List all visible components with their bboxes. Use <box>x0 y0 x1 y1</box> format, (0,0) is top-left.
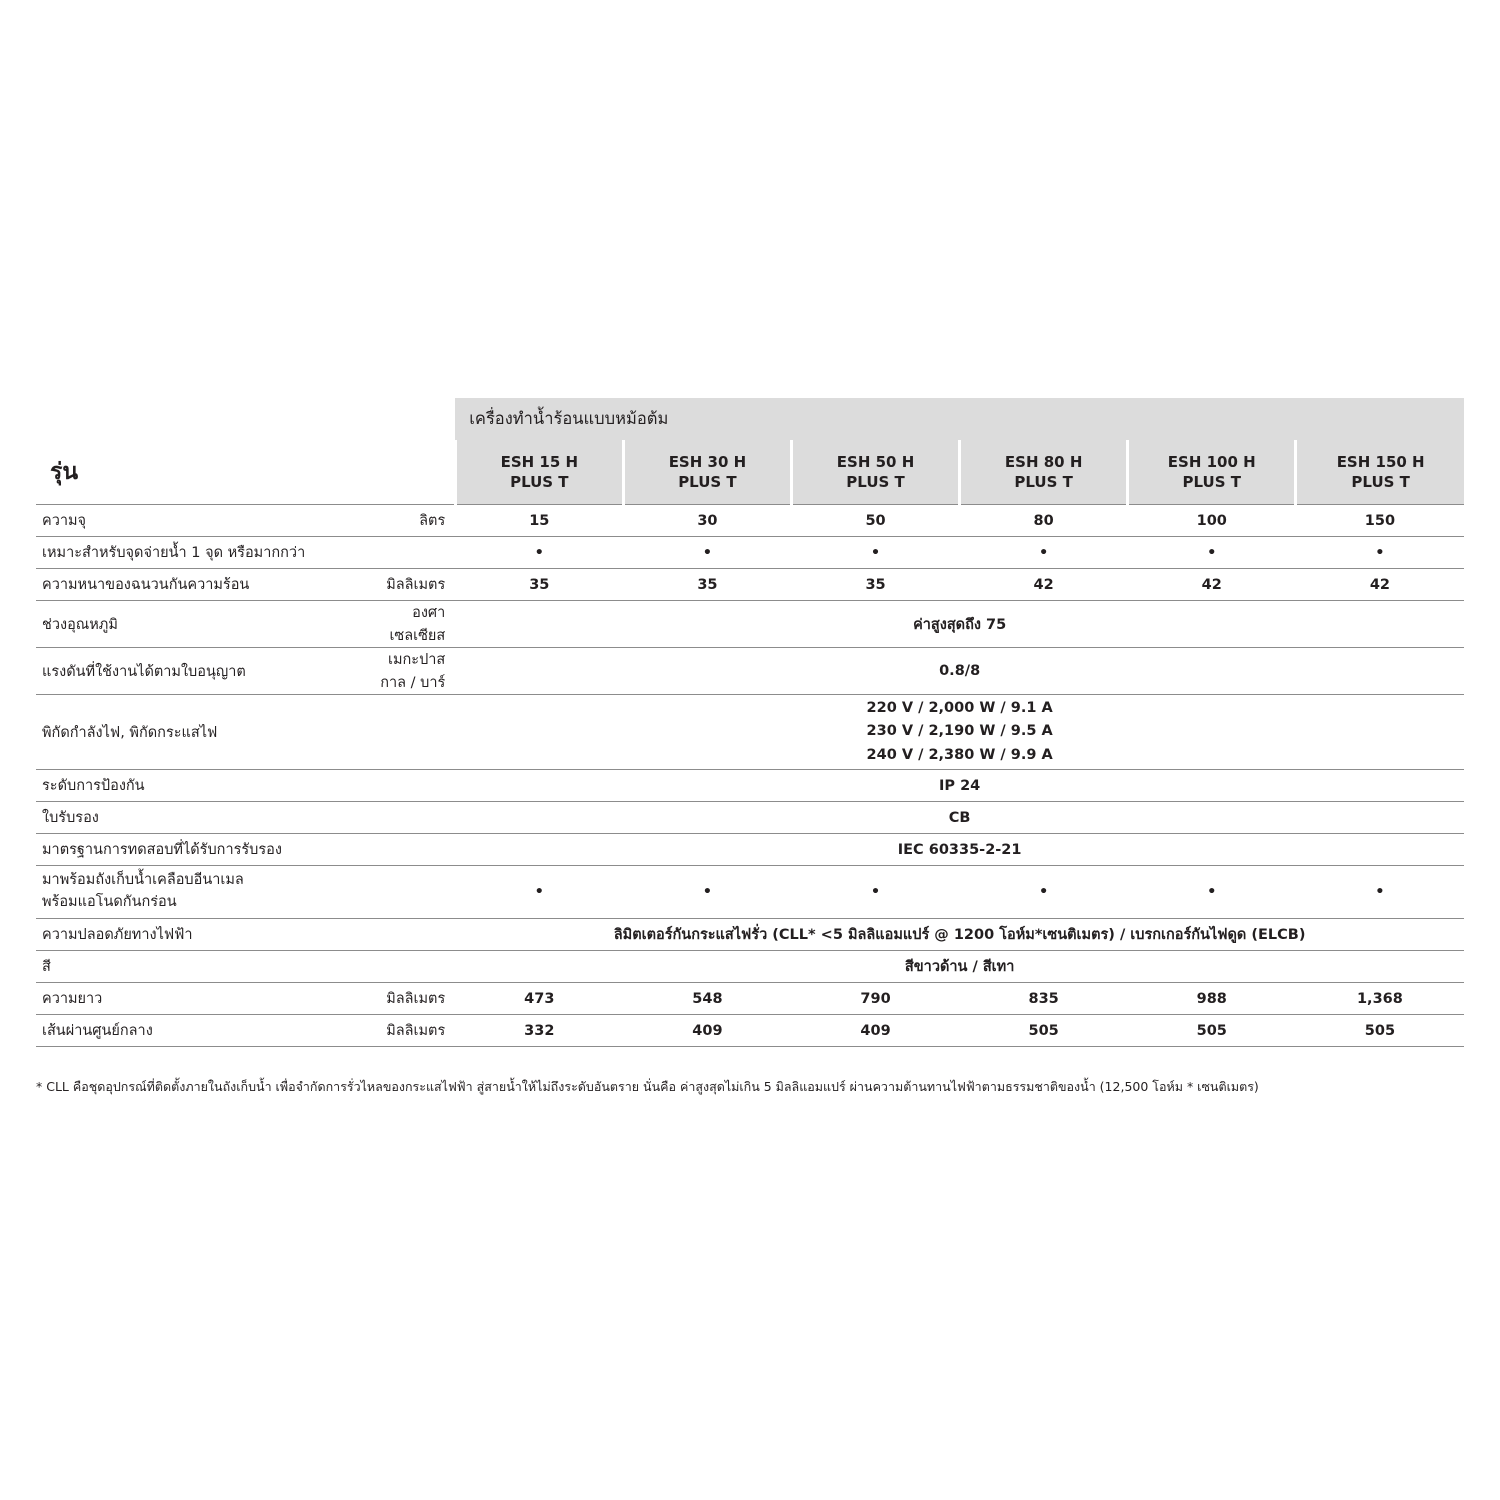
footnote-cll: * CLL คือชุดอุปกรณ์ที่ติดตั้งภายในถังเก็บน้ำ เพื่อจำกัดการรั่วไหลของกระแสไฟฟ้า สู่สายน้ำให้ไม่ถึงระดับอันตราย นั่นคือ ค่าสูงสุดไม่เกิน 5 มิลลิแอมแปร์ ผ่านความต้านทานไฟฟ้าตามธรรมชาติของน้ำ (12,500 โอห์ม * เซนติเมตร) <box>36 1079 1259 1094</box>
table-row <box>36 834 1464 866</box>
row-label-enamel-tank-line1: มาพร้อมถังเก็บน้ำเคลือบอีนาเมล <box>42 872 244 889</box>
table-row <box>36 983 1464 1015</box>
row-unit-power <box>366 695 455 770</box>
row-label-diameter: เส้นผ่านศูนย์กลาง <box>36 1015 366 1047</box>
model-header-esh100 <box>1128 440 1296 505</box>
row-unit-diameter: มิลลิเมตร <box>366 1015 455 1047</box>
row-unit-length: มิลลิเมตร <box>366 983 455 1015</box>
model-header-esh150-line2: PLUS T <box>1351 473 1410 491</box>
cell-length-esh150: 1,368 <box>1296 983 1464 1015</box>
cell-capacity-esh30: 30 <box>623 505 791 537</box>
row-unit-enamel-tank <box>366 866 455 919</box>
cell-insulation-esh15: 35 <box>455 569 623 601</box>
row-unit-protection <box>366 770 455 802</box>
row-unit-certificate <box>366 802 455 834</box>
table-row <box>36 866 1464 919</box>
model-row-label: รุ่น <box>36 440 455 505</box>
table-row <box>36 537 1464 569</box>
cell-enamel-esh150: • <box>1296 866 1464 919</box>
row-label-standard: มาตรฐานการทดสอบที่ได้รับการรับรอง <box>36 834 366 866</box>
cell-protection-all: IP 24 <box>455 770 1464 802</box>
table-row <box>36 951 1464 983</box>
cell-certificate-all: CB <box>455 802 1464 834</box>
power-line-220v: 220 V / 2,000 W / 9.1 A <box>866 699 1053 716</box>
cell-standard-all: IEC 60335-2-21 <box>455 834 1464 866</box>
cell-capacity-esh50: 50 <box>791 505 959 537</box>
model-header-esh50 <box>791 440 959 505</box>
row-label-enamel-tank-line2: พร้อมแอโนดกันกร่อน <box>42 894 177 910</box>
table-row <box>36 770 1464 802</box>
cell-diameter-esh100: 505 <box>1128 1015 1296 1047</box>
model-header-esh80-line2: PLUS T <box>1014 473 1073 491</box>
cell-outlets-esh30: • <box>623 537 791 569</box>
row-label-power: พิกัดกำลังไฟ, พิกัดกระแสไฟ <box>36 695 366 770</box>
category-band-row <box>36 398 1464 440</box>
row-unit-outlets <box>366 537 455 569</box>
spec-sheet <box>36 398 1464 1047</box>
model-header-esh80-line1: ESH 80 H <box>1004 452 1083 471</box>
cell-capacity-esh100: 100 <box>1128 505 1296 537</box>
cell-temperature-all: ค่าสูงสุดถึง 75 <box>455 601 1464 648</box>
band-spacer <box>36 398 455 440</box>
cell-enamel-esh15: • <box>455 866 623 919</box>
row-label-electrical-safety: ความปลอดภัยทางไฟฟ้า <box>36 919 366 951</box>
cell-enamel-esh80: • <box>960 866 1128 919</box>
row-label-capacity: ความจุ <box>36 505 366 537</box>
table-row <box>36 1015 1464 1047</box>
cell-electrical-safety-all: ลิมิตเตอร์กันกระแสไฟรั่ว (CLL* <5 มิลลิแอมแปร์ @ 1200 โอห์ม*เซนติเมตร) / เบรกเกอร์กันไฟดูด (ELCB) <box>455 919 1464 951</box>
row-label-certificate: ใบรับรอง <box>36 802 366 834</box>
row-label-enamel-tank <box>36 866 366 919</box>
model-header-esh30 <box>623 440 791 505</box>
cell-outlets-esh100: • <box>1128 537 1296 569</box>
model-header-esh100-line2: PLUS T <box>1182 473 1241 491</box>
model-header-esh30-line1: ESH 30 H <box>668 452 747 471</box>
row-label-color: สี <box>36 951 366 983</box>
model-header-esh100-line1: ESH 100 H <box>1167 452 1256 471</box>
power-line-230v: 230 V / 2,190 W / 9.5 A <box>866 723 1053 740</box>
cell-capacity-esh15: 15 <box>455 505 623 537</box>
cell-diameter-esh50: 409 <box>791 1015 959 1047</box>
cell-outlets-esh15: • <box>455 537 623 569</box>
table-row <box>36 695 1464 770</box>
row-unit-pressure: เมกะปาสกาล / บาร์ <box>366 648 455 695</box>
model-header-esh50-line1: ESH 50 H <box>836 452 915 471</box>
cell-insulation-esh100: 42 <box>1128 569 1296 601</box>
cell-capacity-esh150: 150 <box>1296 505 1464 537</box>
cell-pressure-all: 0.8/8 <box>455 648 1464 695</box>
row-label-pressure: แรงดันที่ใช้งานได้ตามใบอนุญาต <box>36 648 366 695</box>
cell-length-esh15: 473 <box>455 983 623 1015</box>
table-row <box>36 601 1464 648</box>
row-unit-capacity: ลิตร <box>366 505 455 537</box>
cell-outlets-esh50: • <box>791 537 959 569</box>
row-label-length: ความยาว <box>36 983 366 1015</box>
cell-enamel-esh30: • <box>623 866 791 919</box>
cell-outlets-esh80: • <box>960 537 1128 569</box>
cell-length-esh30: 548 <box>623 983 791 1015</box>
model-header-esh30-line2: PLUS T <box>678 473 737 491</box>
power-line-240v: 240 V / 2,380 W / 9.9 A <box>866 746 1053 763</box>
cell-capacity-esh80: 80 <box>960 505 1128 537</box>
table-row <box>36 802 1464 834</box>
cell-outlets-esh150: • <box>1296 537 1464 569</box>
row-label-protection: ระดับการป้องกัน <box>36 770 366 802</box>
row-unit-insulation: มิลลิเมตร <box>366 569 455 601</box>
table-row <box>36 919 1464 951</box>
cell-diameter-esh80: 505 <box>960 1015 1128 1047</box>
model-header-row <box>36 440 1464 505</box>
table-row <box>36 569 1464 601</box>
table-bottom-rule <box>36 1046 1464 1047</box>
row-label-insulation: ความหนาของฉนวนกันความร้อน <box>36 569 366 601</box>
cell-insulation-esh30: 35 <box>623 569 791 601</box>
model-header-esh15-line1: ESH 15 H <box>500 452 579 471</box>
model-header-esh50-line2: PLUS T <box>846 473 905 491</box>
cell-enamel-esh50: • <box>791 866 959 919</box>
cell-insulation-esh150: 42 <box>1296 569 1464 601</box>
cell-diameter-esh15: 332 <box>455 1015 623 1047</box>
cell-diameter-esh150: 505 <box>1296 1015 1464 1047</box>
row-unit-standard <box>366 834 455 866</box>
cell-insulation-esh50: 35 <box>791 569 959 601</box>
cell-diameter-esh30: 409 <box>623 1015 791 1047</box>
cell-enamel-esh100: • <box>1128 866 1296 919</box>
row-unit-electrical-safety <box>366 919 455 951</box>
specification-table <box>36 398 1464 1046</box>
cell-length-esh80: 835 <box>960 983 1128 1015</box>
table-row <box>36 648 1464 695</box>
category-title: เครื่องทำน้ำร้อนแบบหม้อต้ม <box>455 398 1464 440</box>
cell-color-all: สีขาวด้าน / สีเทา <box>455 951 1464 983</box>
table-row <box>36 505 1464 537</box>
row-unit-temperature: องศาเซลเซียส <box>366 601 455 648</box>
row-unit-color <box>366 951 455 983</box>
model-header-esh15-line2: PLUS T <box>510 473 569 491</box>
model-header-esh80 <box>960 440 1128 505</box>
model-header-esh150 <box>1296 440 1464 505</box>
row-label-temperature: ช่วงอุณหภูมิ <box>36 601 366 648</box>
cell-power-all <box>455 695 1464 770</box>
cell-length-esh50: 790 <box>791 983 959 1015</box>
row-label-outlets: เหมาะสำหรับจุดจ่ายน้ำ 1 จุด หรือมากกว่า <box>36 537 366 569</box>
model-header-esh150-line1: ESH 150 H <box>1336 452 1425 471</box>
model-header-esh15 <box>455 440 623 505</box>
cell-insulation-esh80: 42 <box>960 569 1128 601</box>
cell-length-esh100: 988 <box>1128 983 1296 1015</box>
